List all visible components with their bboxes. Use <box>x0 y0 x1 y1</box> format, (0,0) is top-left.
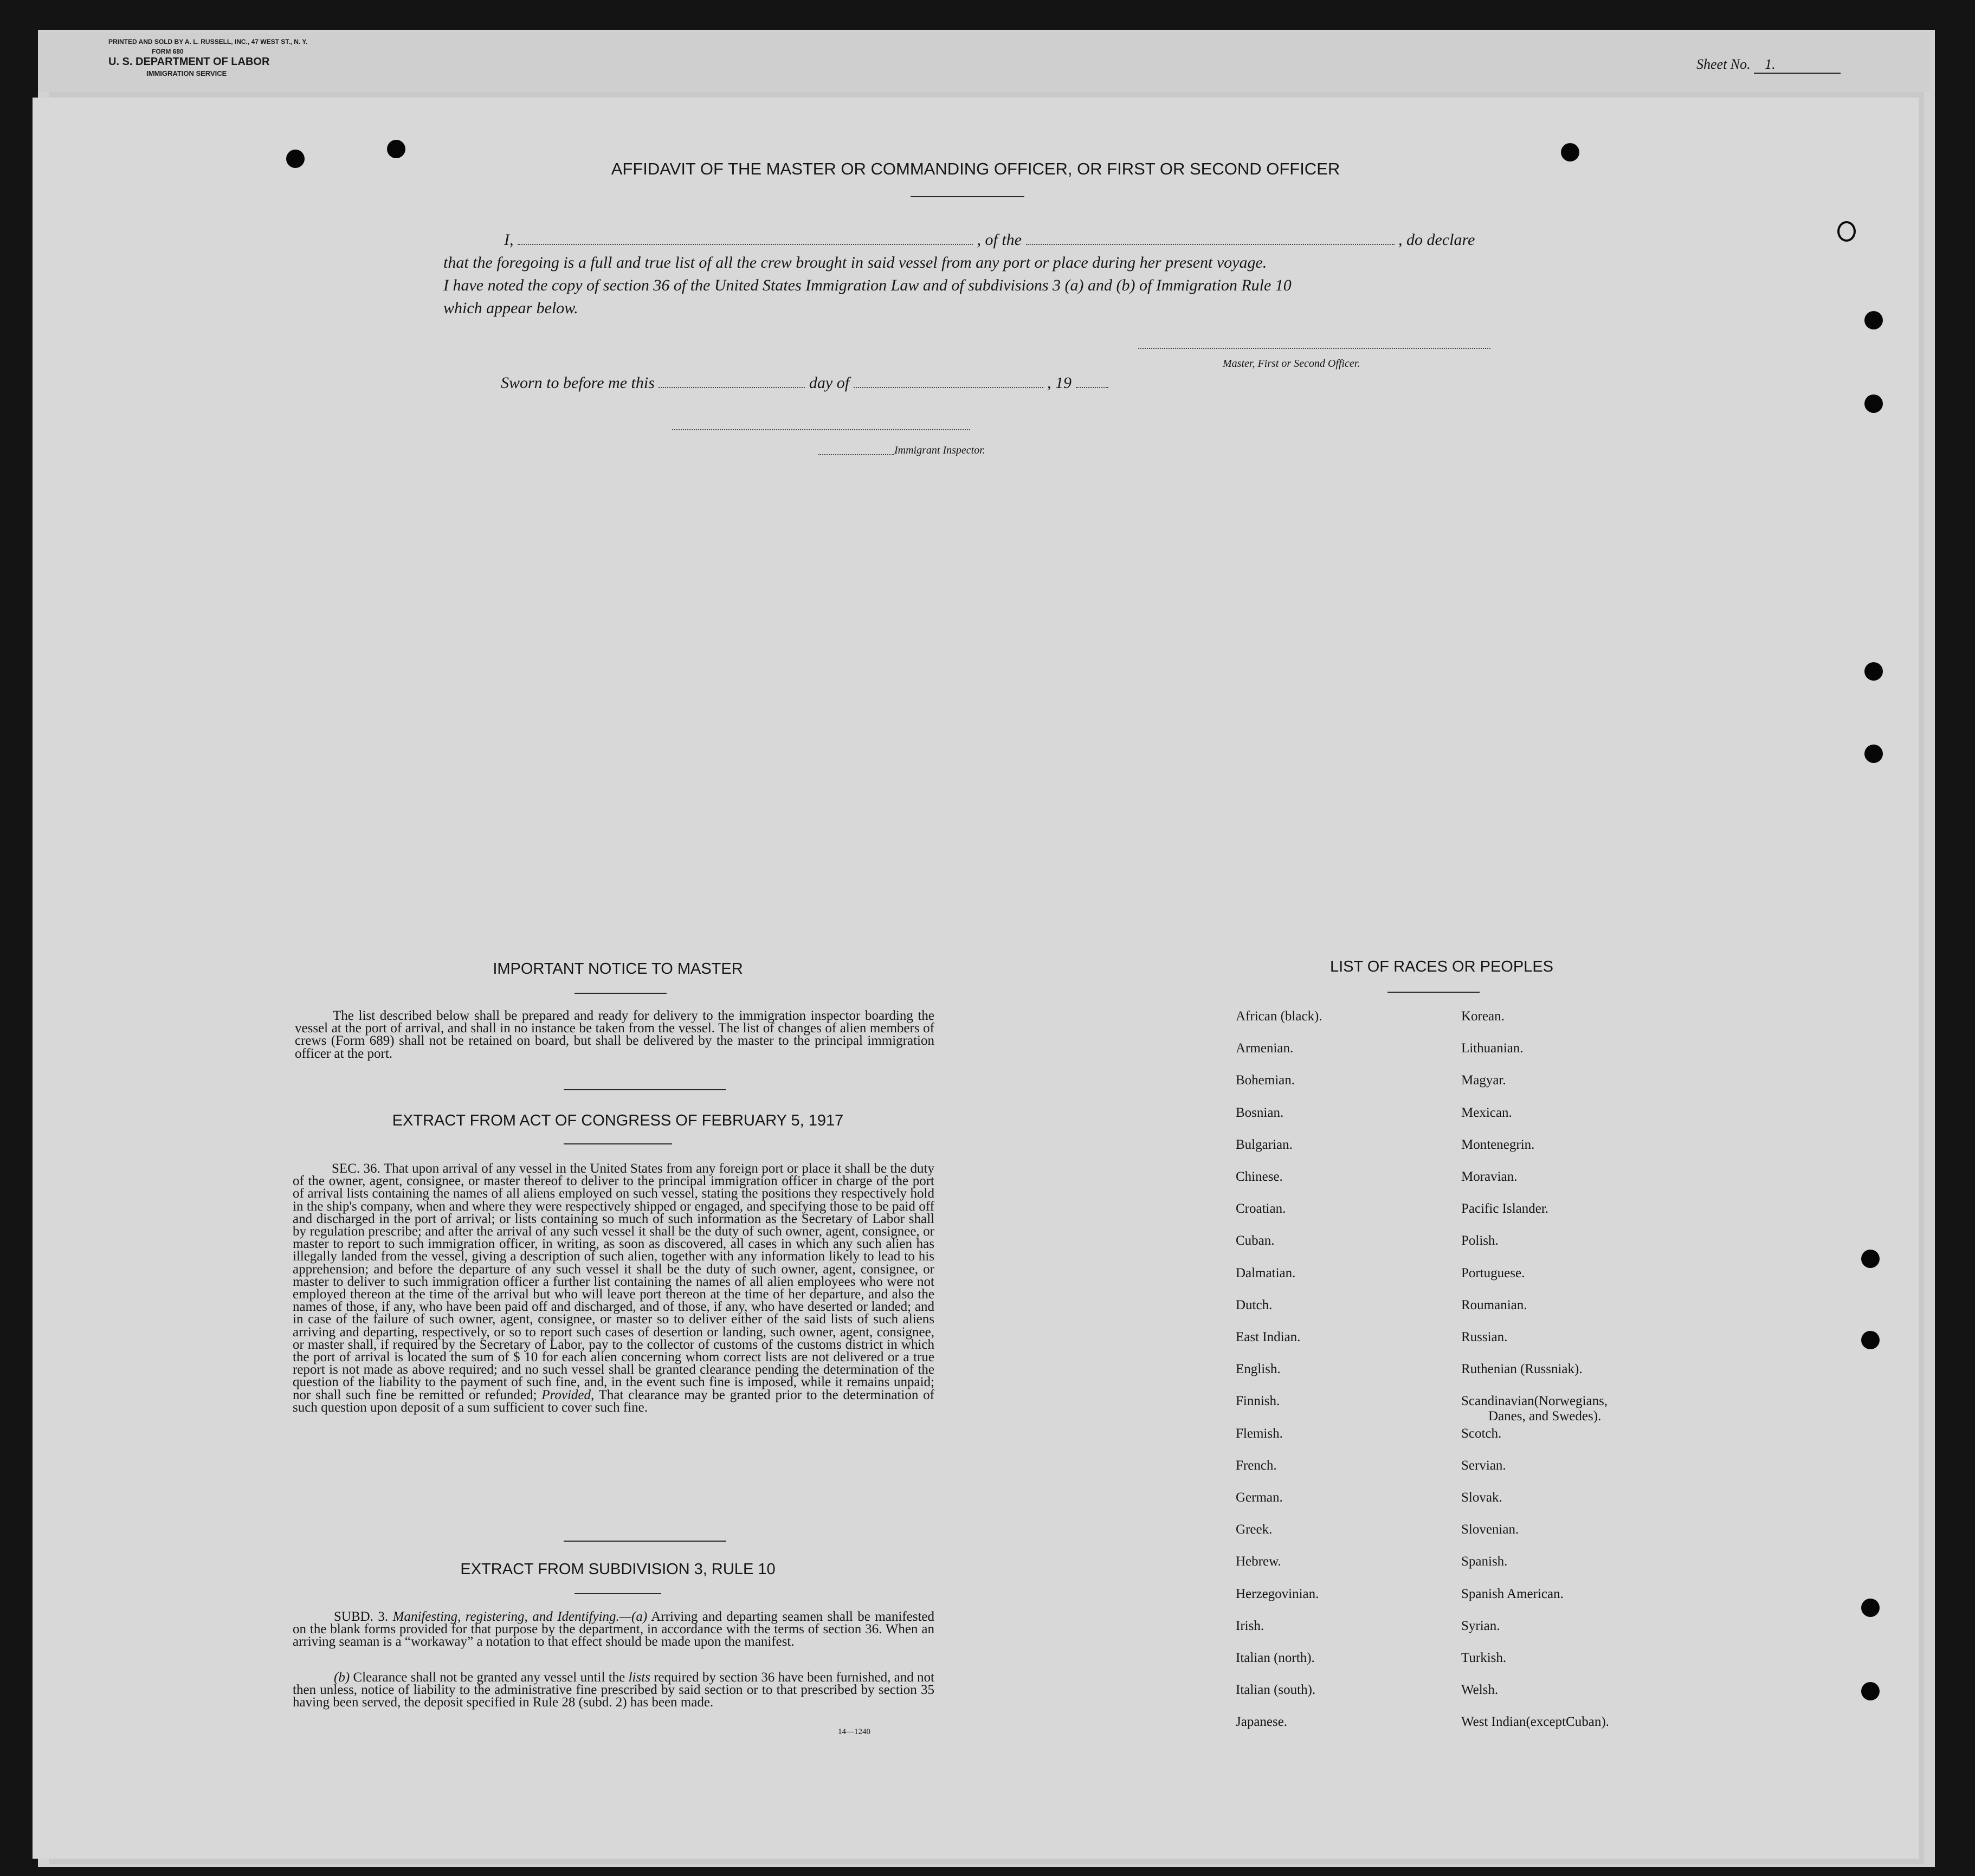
race-item: Italian (north). <box>1236 1651 1315 1665</box>
race-item: Welsh. <box>1461 1683 1499 1698</box>
race-item: Bosnian. <box>1236 1105 1284 1120</box>
races-title: LIST OF RACES OR PEOPLES <box>1329 958 1554 975</box>
race-item: Chinese. <box>1236 1169 1283 1184</box>
sworn-day-field[interactable] <box>659 387 805 388</box>
notice-divider <box>564 1089 726 1090</box>
punch-hole <box>1861 1682 1880 1700</box>
race-item: Flemish. <box>1236 1426 1283 1441</box>
sworn-year-field[interactable] <box>1076 387 1108 388</box>
race-item: Pacific Islander. <box>1461 1201 1549 1217</box>
day-of-label: day of <box>809 374 850 392</box>
race-item: Servian. <box>1461 1458 1506 1473</box>
punch-hole <box>1864 394 1883 413</box>
sworn-label: Sworn to before me this <box>501 374 655 392</box>
sheet-number-label: Sheet No. <box>1696 56 1751 72</box>
affidavit-line-3: I have noted the copy of section 36 of the United States Immigration Law and of subdivisions 3 (a) and (b) of Immigration Rule 10 <box>443 276 1292 294</box>
race-item: Bulgarian. <box>1236 1137 1293 1152</box>
rule-b-text-1: Clearance shall not be granted any vessel until the <box>353 1670 625 1685</box>
race-item: Danes, and Swedes). <box>1488 1409 1602 1424</box>
notice-title-underline <box>575 993 667 994</box>
race-item: Slovenian. <box>1461 1522 1519 1537</box>
binder-ring-hole <box>1837 221 1856 242</box>
race-item: Syrian. <box>1461 1618 1500 1633</box>
act-body <box>293 1162 934 1414</box>
rule-subd-label: SUBD. 3. <box>334 1609 389 1624</box>
department-name: U. S. DEPARTMENT OF LABOR <box>108 56 270 68</box>
notice-title: IMPORTANT NOTICE TO MASTER <box>493 960 743 978</box>
sworn-line <box>501 374 1108 392</box>
race-item: Russian. <box>1461 1330 1508 1344</box>
race-item: Polish. <box>1461 1233 1499 1248</box>
race-item: Scandinavian(Norwegians, <box>1461 1394 1608 1409</box>
race-item: Herzegovinian. <box>1236 1586 1319 1601</box>
declarant-name-field[interactable] <box>518 244 973 245</box>
race-item: Lithuanian. <box>1461 1041 1524 1056</box>
sheet-number <box>1696 56 1841 74</box>
race-item: German. <box>1236 1490 1283 1505</box>
race-item: Spanish American. <box>1461 1586 1564 1601</box>
rule-subd-b <box>293 1671 934 1709</box>
declare-suffix: , do declare <box>1398 231 1475 249</box>
race-item: Scotch. <box>1461 1426 1502 1441</box>
race-item: Irish. <box>1236 1618 1264 1633</box>
act-section-tail: That clearance may be granted prior to the determination of such question upon deposit of a sum sufficient to cover such fine. <box>293 1387 935 1415</box>
race-item: Dalmatian. <box>1236 1265 1296 1280</box>
race-item: Mexican. <box>1461 1105 1512 1120</box>
race-item: Greek. <box>1236 1522 1273 1537</box>
race-item: East Indian. <box>1236 1330 1301 1344</box>
printer-imprint: PRINTED AND SOLD BY A. L. RUSSELL, INC., 47 WEST ST., N. Y. <box>108 38 308 46</box>
year-prefix: , 19 <box>1047 374 1072 392</box>
act-section-text: That upon arrival of any vessel in the United States from any foreign port or place it shall be the duty of the owner, agent, consignee, or master thereof to deliver to the principal immigration officer in charge of the port of arrival lists containing the names of all aliens employed on such vessel, stating the positions they respectively hold in the ship's company, when and where they were respectively shipped or engaged, and specifying those to be paid off and discharged in the port of arrival; or lists containing so much of such information as the Secretary of Labor shall by regulation prescribe; and after the arrival of any such vessel it shall be the duty of such owner, agent, consignee, or master to report to such immigration officer, in writing, as soon as discovered, all cases in which any such alien has illegally landed from the vessel, giving a description of such alien, together with any information likely to lead to his apprehension; and before the departure of any such vessel it shall be the duty of such owner, agent, consignee, or master to deliver to such immigration officer a further list containing the names of all alien employees who were not employed thereon at the time of the arrival but who will leave port thereon at the time of her departure, and also the names of those, if any, who have been paid off and discharged, and of those, if any, who have deserted or landed; and in case of the failure of such owner, agent, consignee, or master so to deliver either of the said lists of such aliens arriving and departing, respectively, or so to report such cases of desertion or landing, such owner, agent, consignee, or master shall, if required by the Secretary of Labor, pay to the collector of customs of the customs district in which the port of arrival is located the sum of $ 10 for each alien concerning whom correct lists are not delivered or a true report is not made as above required; and no such vessel shall be granted clearance pending the determination of the question of the liability to the payment of such fine, and, in the event such fine is imposed, while it remains unpaid; nor shall such fine be remitted or refunded; <box>293 1161 934 1402</box>
declaration-line <box>504 231 1475 249</box>
race-item: Magyar. <box>1461 1073 1506 1088</box>
punch-hole <box>1861 1331 1880 1349</box>
form-page <box>33 98 1919 1859</box>
punch-hole <box>286 150 305 168</box>
race-item: Cuban. <box>1236 1233 1275 1248</box>
affidavit-title: AFFIDAVIT OF THE MASTER OR COMMANDING OFFICER, OR FIRST OR SECOND OFFICER <box>611 159 1340 178</box>
race-item: French. <box>1236 1458 1277 1473</box>
race-item: Montenegrin. <box>1461 1137 1535 1152</box>
race-item: Spanish. <box>1461 1554 1508 1569</box>
rule-subd-a-text: Arriving and departing seamen shall be manifested on the blank forms provided for that purpose by the department, in accordance with the terms of section 36. When an arriving seaman is a “workaway” a notation to that effect should be made upon the manifest. <box>293 1609 935 1649</box>
race-item: Roumanian. <box>1461 1297 1527 1312</box>
act-provided: Provided, <box>541 1387 595 1402</box>
punch-hole <box>387 140 405 158</box>
punch-hole <box>1864 662 1883 681</box>
race-item: Croatian. <box>1236 1201 1286 1217</box>
rule-subd-a <box>293 1610 934 1648</box>
race-item: Finnish. <box>1236 1394 1280 1409</box>
rule-b-lists: lists <box>628 1670 650 1685</box>
rule-b-label: (b) <box>334 1670 350 1685</box>
form-number: FORM 680 <box>152 48 184 55</box>
notice-body: The list described below shall be prepared and ready for delivery to the immigration inspector boarding the vessel at the port of arrival, and shall in no instance be taken from the vessel. The list of changes of alien members of crews (Form 689) shall not be retained on board, but shall be delivered by the master to the principal immigration officer at the port. <box>295 1008 934 1061</box>
vessel-name-field[interactable] <box>1026 244 1395 245</box>
race-item: Italian (south). <box>1236 1683 1316 1698</box>
race-item: West Indian(exceptCuban). <box>1461 1715 1609 1730</box>
service-name: IMMIGRATION SERVICE <box>146 69 227 77</box>
inspector-label: Immigrant Inspector. <box>894 444 985 456</box>
races-title-underline <box>1387 992 1480 993</box>
act-section-label: SEC. 36. <box>332 1161 380 1176</box>
act-divider <box>564 1541 726 1542</box>
form-code: 14—1240 <box>838 1728 870 1736</box>
inspector-signature-field[interactable] <box>672 429 970 430</box>
race-item: Armenian. <box>1236 1041 1294 1056</box>
race-item: Bohemian. <box>1236 1073 1295 1088</box>
punch-hole <box>1861 1250 1880 1268</box>
race-item: Slovak. <box>1461 1490 1502 1505</box>
top-sheet-strip <box>38 33 1929 92</box>
vessel-prefix: , of the <box>977 231 1022 249</box>
sworn-month-field[interactable] <box>854 387 1043 388</box>
punch-hole <box>1561 143 1579 161</box>
rule-title: EXTRACT FROM SUBDIVISION 3, RULE 10 <box>460 1561 776 1578</box>
race-item: Dutch. <box>1236 1297 1273 1312</box>
sheet-number-value: 1. <box>1754 56 1841 74</box>
punch-hole <box>1864 745 1883 763</box>
master-signature-label: Master, First or Second Officer. <box>1223 358 1360 370</box>
punch-hole <box>1861 1599 1880 1617</box>
punch-hole <box>1864 311 1883 329</box>
race-item: African (black). <box>1236 1009 1322 1024</box>
act-title-underline <box>564 1143 672 1144</box>
rule-title-underline <box>575 1593 661 1594</box>
race-item: Moravian. <box>1461 1169 1518 1184</box>
affidavit-line-2: that the foregoing is a full and true list of all the crew brought in said vessel from any port or place during her present voyage. <box>443 254 1267 271</box>
race-item: Hebrew. <box>1236 1554 1281 1569</box>
race-item: Japanese. <box>1236 1715 1288 1730</box>
race-item: Turkish. <box>1461 1651 1507 1665</box>
declarant-prefix: I, <box>504 231 514 249</box>
race-item: English. <box>1236 1362 1281 1377</box>
rule-subd-title: Manifesting, registering, and Identifying.—(a) <box>392 1609 648 1624</box>
act-title: EXTRACT FROM ACT OF CONGRESS OF FEBRUARY 5, 1917 <box>392 1112 844 1129</box>
race-item: Ruthenian (Russniak). <box>1461 1362 1583 1377</box>
race-item: Portuguese. <box>1461 1265 1525 1280</box>
affidavit-line-4: which appear below. <box>443 299 578 317</box>
inspector-signature-field-2[interactable] <box>818 454 894 455</box>
rule-b-text-2: required by section 36 have been furnished, and not then unless, notice of liability to the administrative fine prescribed by said section or to that prescribed by section 35 having been served, the deposit specified in Rule 28 (subd. 2) has been made. <box>293 1670 935 1710</box>
title-underline <box>911 196 1024 197</box>
master-signature-field[interactable] <box>1138 348 1490 349</box>
race-item: Korean. <box>1461 1009 1505 1024</box>
